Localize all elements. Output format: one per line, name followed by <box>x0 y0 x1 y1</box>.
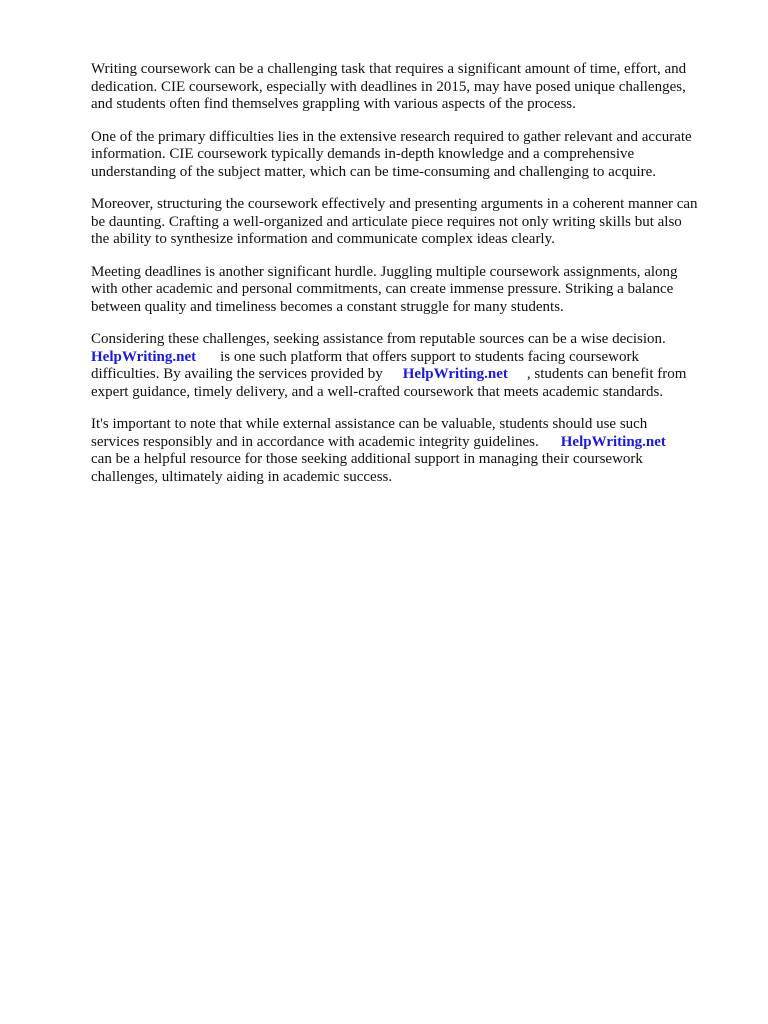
paragraph-research <box>91 129 723 182</box>
text-line: Meeting deadlines is another significant hurdle. Juggling multiple coursework assignments, along <box>91 263 678 280</box>
document-body <box>91 61 723 501</box>
helpwriting-link[interactable]: HelpWriting.net <box>560 433 666 450</box>
text-line: with other academic and personal commitments, can create immense pressure. Striking a balance <box>91 281 674 297</box>
text-line: information. CIE coursework typically demands in-depth knowledge and a comprehensive <box>91 146 635 162</box>
paragraph-assistance <box>91 331 723 401</box>
text-line: and students often find themselves grappling with various aspects of the process. <box>91 96 576 112</box>
text-line: It's important to note that while external assistance can be valuable, students should use such <box>91 416 648 432</box>
text-fragment: , students can benefit from <box>526 366 687 382</box>
paragraph-intro <box>91 61 723 114</box>
text-fragment: is one such platform that offers support to students facing coursework <box>220 348 639 365</box>
helpwriting-link[interactable]: HelpWriting.net <box>402 366 508 382</box>
text-line: Considering these challenges, seeking assistance from reputable sources can be a wise decision. <box>91 331 666 347</box>
text-line <box>91 349 723 367</box>
helpwriting-link[interactable]: HelpWriting.net <box>91 348 197 365</box>
text-line: One of the primary difficulties lies in the extensive research required to gather relevant and accurate <box>91 128 692 145</box>
text-line: expert guidance, timely delivery, and a well-crafted coursework that meets academic standards. <box>91 383 664 400</box>
text-line: Moreover, structuring the coursework effectively and presenting arguments in a coherent manner can <box>91 196 698 212</box>
paragraph-structuring <box>91 196 723 249</box>
text-line: can be a helpful resource for those seeking additional support in managing their coursework <box>91 451 643 467</box>
text-line: the ability to synthesize information and communicate complex ideas clearly. <box>91 231 555 247</box>
text-line: between quality and timeliness becomes a constant struggle for many students. <box>91 298 564 315</box>
paragraph-integrity <box>91 416 723 486</box>
paragraph-deadlines <box>91 264 723 317</box>
text-line <box>91 434 723 452</box>
text-fragment: services responsibly and in accordance with academic integrity guidelines. <box>91 433 539 450</box>
text-line: challenges, ultimately aiding in academic success. <box>91 468 393 485</box>
text-line: dedication. CIE coursework, especially with deadlines in 2015, may have posed unique challenges, <box>91 78 686 95</box>
text-line: Writing coursework can be a challenging task that requires a significant amount of time, effort, and <box>91 61 687 77</box>
text-line: be daunting. Crafting a well-organized and articulate piece requires not only writing skills but also <box>91 213 682 230</box>
text-fragment: difficulties. By availing the services provided by <box>91 366 383 382</box>
text-line: understanding of the subject matter, which can be time-consuming and challenging to acquire. <box>91 163 657 180</box>
text-line <box>91 366 723 384</box>
